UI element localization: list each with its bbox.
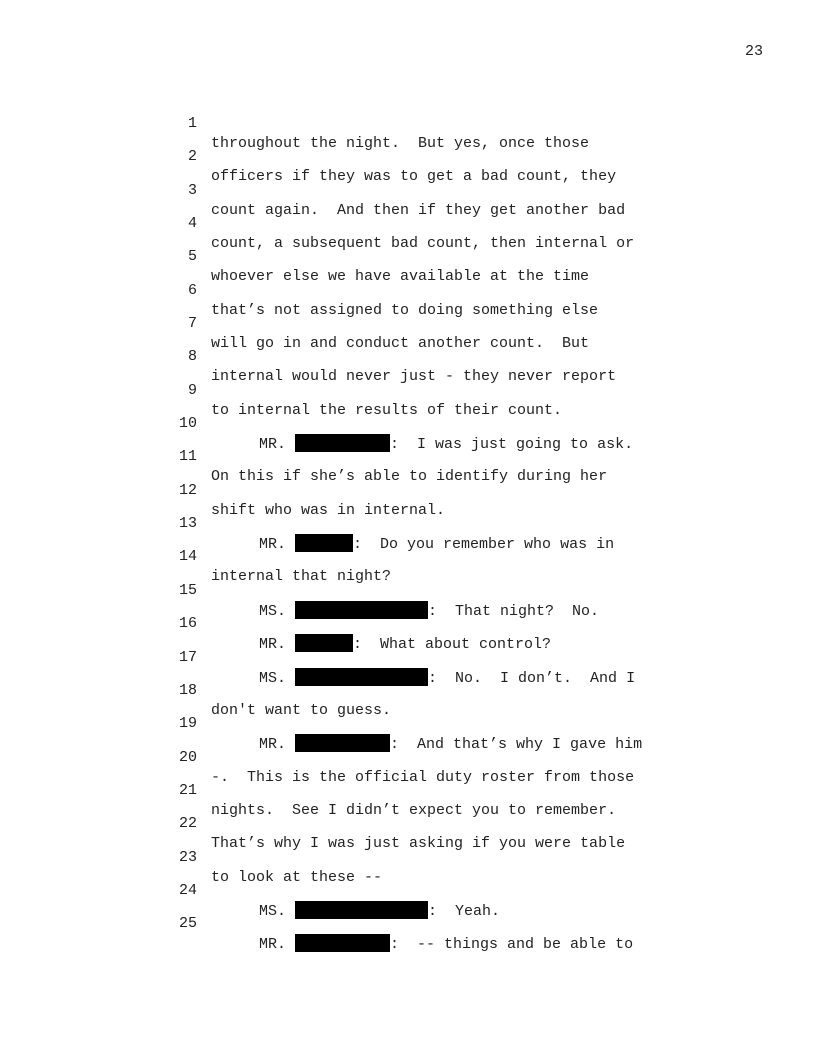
line-number: 9: [187, 381, 197, 399]
transcript-line: [0, 594, 816, 654]
line-number: 7: [187, 315, 197, 333]
line-number: 6: [187, 281, 197, 299]
line-number: 23: [178, 848, 197, 866]
speaker-title: MR.: [259, 736, 287, 754]
transcript-line: [0, 461, 816, 519]
transcript-body: [0, 94, 816, 954]
transcript-line: [0, 828, 816, 886]
transcript-line: [0, 327, 816, 386]
line-text: internal would never just - they never report: [211, 368, 617, 386]
transcript-line: [0, 394, 816, 454]
transcript-line: [0, 728, 816, 786]
line-number: 18: [178, 681, 197, 699]
transcript-line: [0, 494, 816, 554]
line-number: 13: [178, 515, 197, 533]
line-text: : -- things and be able to: [390, 936, 634, 954]
line-number: 20: [178, 748, 197, 766]
line-text: officers if they was to get a bad count, they: [211, 168, 617, 186]
transcript-line: [0, 661, 816, 719]
line-text: internal that night?: [211, 568, 392, 586]
line-text: nights. See I didn’t expect you to remember.: [211, 801, 617, 819]
line-number: 11: [178, 448, 197, 466]
speaker-title: MS.: [259, 902, 287, 920]
line-number: 5: [187, 248, 197, 266]
speaker-turn: [259, 934, 633, 955]
line-text: will go in and conduct another count. But: [211, 335, 590, 353]
transcript-line: [0, 127, 816, 186]
redacted-name: [295, 934, 390, 952]
line-text: : No. I don’t. And I: [428, 669, 636, 687]
line-text: that’s not assigned to doing something else: [211, 301, 599, 319]
speaker-title: MR.: [259, 936, 287, 954]
line-number: 24: [178, 881, 197, 899]
transcript-line: [0, 861, 816, 920]
transcript-line: [0, 794, 816, 853]
line-text: shift who was in internal.: [211, 501, 446, 519]
transcript-line: [0, 94, 816, 152]
line-number: 3: [187, 181, 197, 199]
line-number: 25: [178, 915, 197, 933]
transcript-line: [0, 261, 816, 319]
transcript-line: [0, 361, 816, 419]
line-text: : And that’s why I gave him: [390, 736, 643, 754]
transcript-line: [0, 294, 816, 353]
line-text: throughout the night. But yes, once those: [211, 135, 590, 152]
line-number: 8: [187, 348, 197, 366]
speaker-title: MR.: [259, 536, 287, 554]
line-number: 22: [178, 815, 197, 833]
line-text: : What about control?: [353, 636, 552, 654]
line-text: count again. And then if they get another bad: [211, 201, 626, 219]
transcript-line: [0, 194, 816, 253]
transcript-line: [0, 894, 816, 954]
line-number: 10: [178, 415, 197, 433]
line-number: 15: [178, 581, 197, 599]
line-text: -. This is the official duty roster from those: [211, 768, 635, 786]
line-text: That’s why I was just asking if you were table: [211, 835, 626, 853]
speaker-title: MR.: [259, 436, 287, 454]
speaker-title: MS.: [259, 602, 287, 620]
line-text: On this if she’s able to identify during her: [211, 468, 608, 486]
line-number: 16: [178, 615, 197, 633]
line-text: don't want to guess.: [211, 701, 392, 719]
line-text: : Do you remember who was in: [353, 536, 615, 554]
transcript-line: [0, 161, 816, 219]
speaker-title: MS.: [259, 669, 287, 687]
line-text: : Yeah.: [428, 902, 501, 920]
page-number: 23: [744, 43, 763, 60]
line-number: 14: [178, 548, 197, 566]
line-number: 2: [187, 148, 197, 166]
line-number: 1: [187, 115, 197, 132]
line-number: 12: [178, 481, 197, 499]
line-text: to internal the results of their count.: [211, 401, 563, 419]
line-number: 4: [187, 215, 197, 233]
line-number: 21: [178, 781, 197, 799]
line-text: : That night? No.: [428, 602, 600, 620]
transcript-line: [0, 427, 816, 486]
line-number: 19: [178, 715, 197, 733]
line-text: whoever else we have available at the time: [211, 268, 590, 286]
speaker-title: MR.: [259, 636, 287, 654]
line-text: count, a subsequent bad count, then internal or: [211, 235, 635, 253]
line-text: to look at these --: [211, 868, 383, 886]
transcript-line: [0, 694, 816, 754]
transcript-line: [0, 527, 816, 586]
transcript-line: [0, 561, 816, 620]
transcript-line: [0, 227, 816, 286]
line-text: : I was just going to ask.: [390, 436, 634, 454]
transcript-line: [0, 761, 816, 819]
line-number: 17: [178, 648, 197, 666]
transcript-line: [0, 628, 816, 687]
